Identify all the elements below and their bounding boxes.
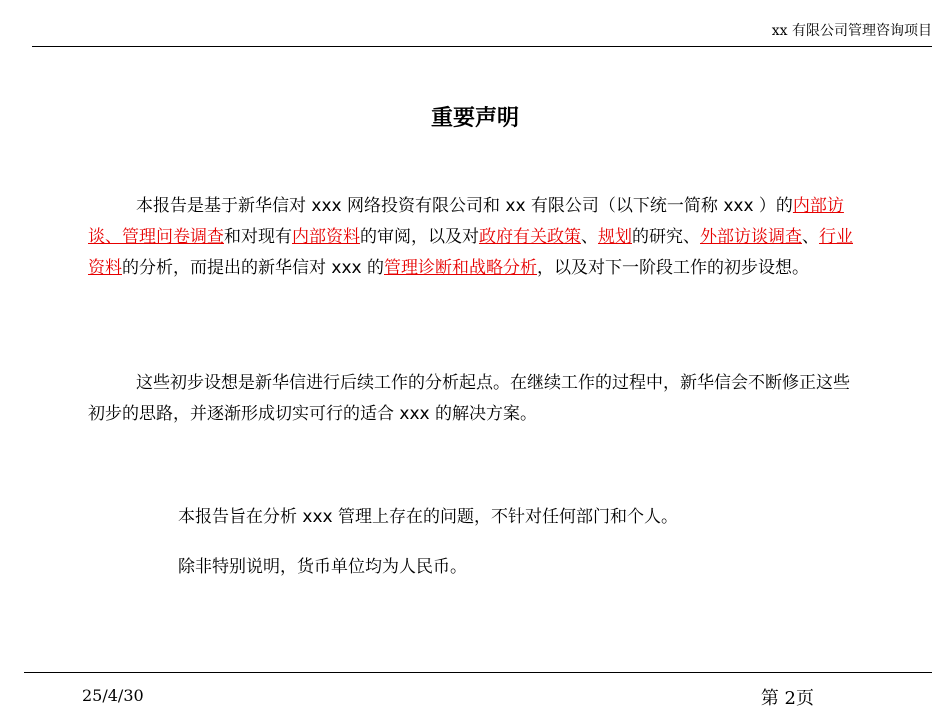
page-title: 重要声明 — [430, 106, 519, 131]
currency-note: 除非特别说明，货币单位均为人民币。 — [178, 557, 467, 577]
highlight-external-interviews: 外部访谈调查 — [700, 227, 802, 247]
para1-text-2: 和对现有 — [224, 227, 292, 247]
header-project-label — [772, 20, 932, 40]
para1-text-8: ，以及对下一阶段工作的初步设想。 — [537, 258, 809, 278]
paragraph-preliminary-ideas: 这些初步设想是新华信进行后续工作的分析起点。在继续工作的过程中，新华信会不断修正这些初步的思路，并逐渐形成切实可行的适合 xxx 的解决方案。 — [88, 373, 850, 424]
highlight-management-diagnosis: 管理诊断和战略分析 — [384, 258, 537, 278]
highlight-government-policies: 政府有关政策 — [479, 227, 581, 247]
highlight-industry-materials: 行业资料 — [88, 227, 853, 278]
paragraph-basis — [88, 191, 858, 284]
header-project: 咨询项目 — [876, 23, 932, 39]
para1-text-5: 的研究、 — [632, 227, 700, 247]
page-number: 第 2页 — [760, 688, 814, 709]
para1-text-7: 的分析，而提出的新华信对 xxx 的 — [122, 258, 384, 278]
highlight-planning: 规划 — [598, 227, 632, 247]
highlight-internal-materials: 内部资料 — [292, 227, 360, 247]
top-divider — [32, 46, 932, 47]
highlight-internal-interviews: 内部访谈、管理问卷调查 — [88, 196, 844, 247]
footer-date: 25/4/30 — [82, 686, 144, 705]
bottom-divider — [24, 672, 932, 673]
para1-text-3: 的审阅，以及对 — [360, 227, 479, 247]
para1-text-6: 、 — [802, 227, 819, 247]
header-company: xx 有限公司管理 — [771, 23, 876, 39]
para1-text-1: 本报告是基于新华信对 xxx 网络投资有限公司和 xx 有限公司（以下统一简称 xxx ）的 — [136, 196, 793, 216]
disclaimer-note: 本报告旨在分析 xxx 管理上存在的问题，不针对任何部门和个人。 — [178, 507, 678, 527]
para1-text-4: 、 — [581, 227, 598, 247]
